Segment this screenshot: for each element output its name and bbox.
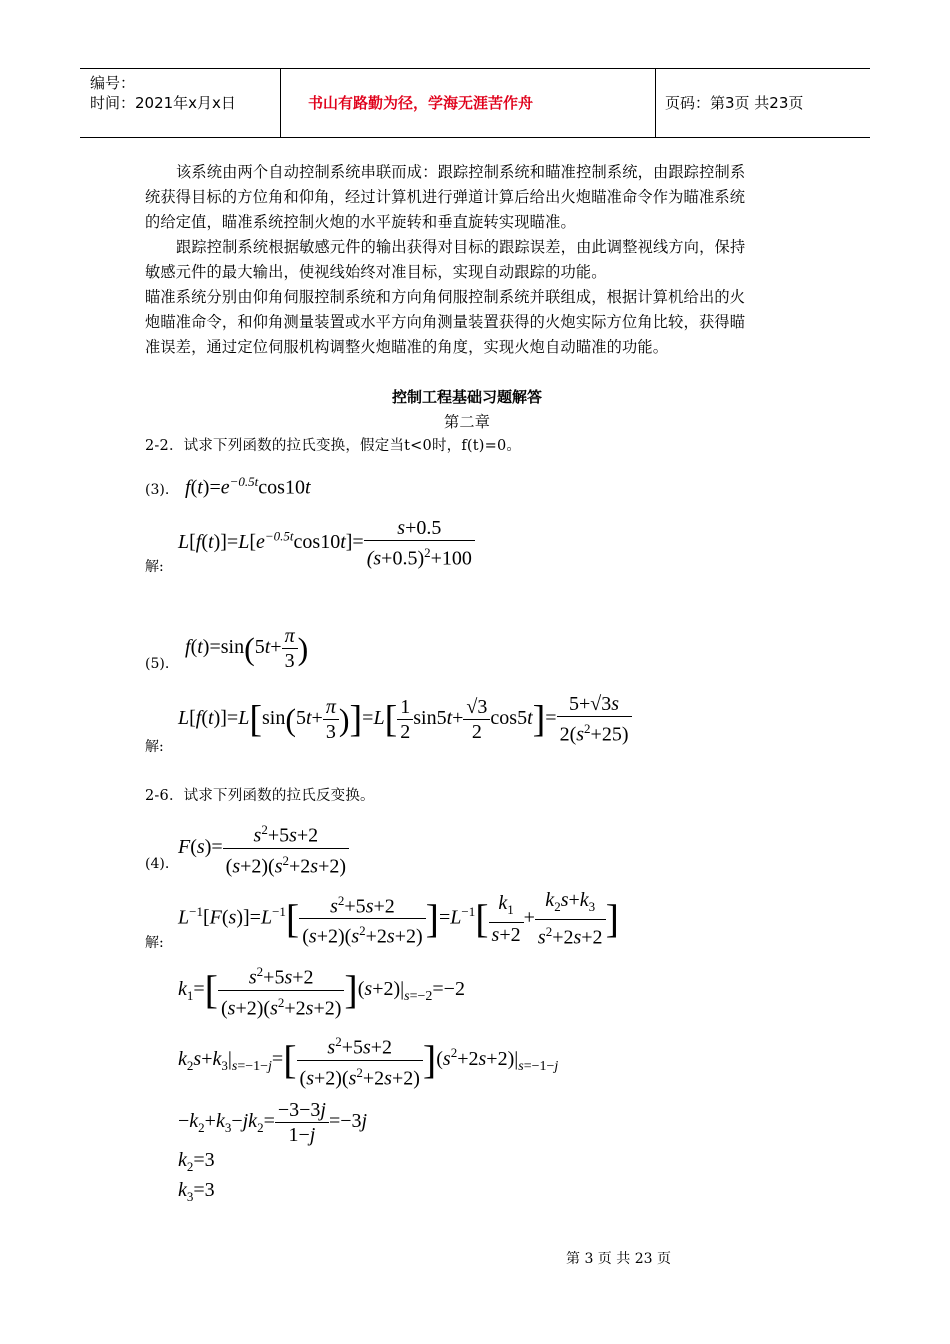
motto: 书山有路勤为径，学海无涯苦作舟 [308, 94, 534, 112]
item-label-3: (3). [145, 482, 170, 498]
header-divider [655, 69, 656, 137]
equation-k1: $k_1=$[ $\frac{s^2+5s+2}{(s+2)(s^2+2s+2)}$ ]$(s+2)|_{s=-2}=-2$ [178, 960, 465, 1020]
equation-4-given: F(s)= $\frac{s^2+5s+2}{(s+2)(s^2+2s+2)}$ [178, 818, 349, 878]
paragraph-line: 瞄准系统分别由仰角伺服控制系统和方向角伺服控制系统并联组成，根据计算机给出的火 [145, 288, 746, 306]
equation-k2k3: $k_2s+k_3|_{s=-1-j}=$[ $\frac{s^2+5s+2}{(s+2)(s^2+2s+2)}$ ]$(s^2+2s+2)|_{s=-1-j}$ [178, 1030, 558, 1090]
number-label: 编号： [90, 74, 136, 92]
paragraph-line: 敏感元件的最大输出，使视线始终对准目标，实现自动跟踪的功能。 [145, 263, 607, 281]
solution-label: 解: [145, 935, 164, 951]
paragraph-line: 的给定值，瞄准系统控制火炮的水平旋转和垂直旋转实现瞄准。 [145, 213, 576, 231]
equation-4-solution: $L^{-1}[F(s)]=L^{-1}$[ $\frac{s^2+5s+2}{(s+2)(s^2+2s+2)}$ ]$=L^{-1}$[ $\frac{k_1}{s+2}$ + $\frac{k_2s+k_3}{s^2+2s+2}$ ] [178, 889, 619, 949]
time-label: 时间：2021年x月x日 [90, 94, 236, 112]
problem-2-2: 2-2．试求下列函数的拉氏变换，假定当t<0时，f(t)=0。 [145, 438, 522, 454]
page-footer: 第 3 页 共 23 页 [566, 1251, 671, 1267]
item-label-5: (5). [145, 656, 170, 672]
solution-label: 解: [145, 559, 164, 575]
page-info: 页码：第3页 共23页 [665, 94, 804, 112]
section-title: 控制工程基础习题解答 [392, 388, 543, 406]
solution-label: 解: [145, 739, 164, 755]
equation-5-solution: L[f(t)]=L[sin(5t+ $\frac{\pi}{3}$ )]=L[ $\frac{1}{2}$ sin5t+ $\frac{√3}{2}$ cos5t]= $\frac{5+√3s}{2(s^2+25)}$ [178, 692, 632, 747]
equation-k2-value: $k_2=3$ [178, 1149, 215, 1174]
paragraph-line: 统获得目标的方位角和仰角，经过计算机进行弹道计算后给出火炮瞄准命令作为瞄准系统 [145, 188, 746, 206]
equation-3-given: $f(t)=e^{-0.5t}\cos 10t$ [185, 474, 311, 499]
equation-3-solution: $L[f(t)]=L[e^{-0.5t}\cos 10t]=$ $\frac{s+0.5}{(s+0.5)^2+100}$ [178, 516, 475, 571]
item-label-4: (4). [145, 856, 170, 872]
equation-k3-value: $k_3=3$ [178, 1179, 215, 1204]
paragraph-line: 跟踪控制系统根据敏感元件的输出获得对目标的跟踪误差，由此调整视线方向，保持 [176, 238, 746, 256]
header-divider [280, 69, 281, 137]
equation-k-solve: $-k_2+k_3-jk_2=$ $\frac{-3-3j}{1-j}$ =−3j [178, 1099, 368, 1146]
paragraph-line: 准误差，通过定位伺服机构调整火炮瞄准的角度，实现火炮自动瞄准的功能。 [145, 338, 669, 356]
problem-2-6: 2-6．试求下列函数的拉氏反变换。 [145, 788, 375, 804]
chapter-title: 第二章 [444, 413, 491, 431]
paragraph-line: 该系统由两个自动控制系统串联而成：跟踪控制系统和瞄准控制系统，由跟踪控制系 [176, 163, 746, 181]
equation-5-given: f(t)=sin(5t+ $\frac{\pi}{3}$ ) [185, 625, 309, 672]
paragraph-line: 炮瞄准命令，和仰角测量装置或水平方向角测量装置获得的火炮实际方位角比较，获得瞄 [145, 313, 746, 331]
page-header [80, 68, 870, 138]
